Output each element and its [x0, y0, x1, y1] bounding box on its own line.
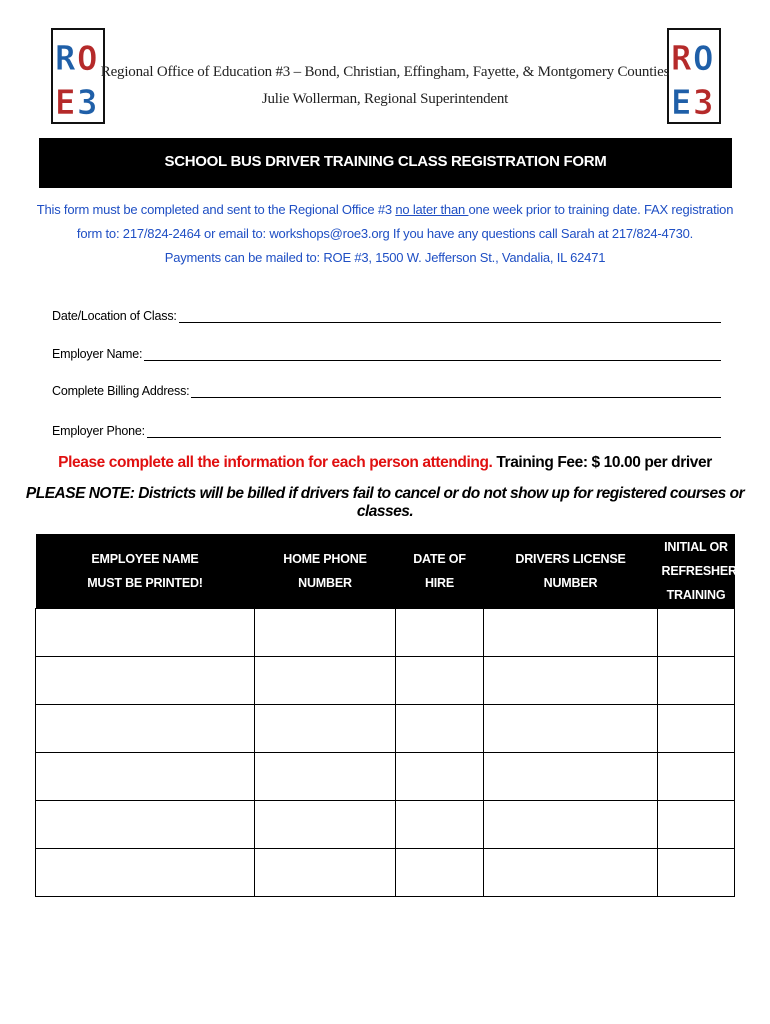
billing-address-label: Complete Billing Address: — [52, 384, 190, 398]
home-phone-input[interactable] — [255, 849, 395, 896]
cell-training-type[interactable] — [658, 657, 735, 705]
date-location-line[interactable] — [179, 322, 721, 323]
home-phone-input[interactable] — [255, 705, 395, 752]
employer-phone-field[interactable] — [52, 420, 721, 438]
date-of-hire-input[interactable] — [396, 657, 483, 704]
col-date-of-hire-label: DATE OF HIRE — [413, 552, 466, 590]
home-phone-input[interactable] — [255, 801, 395, 848]
training-type-input[interactable] — [658, 657, 734, 704]
employer-name-label: Employer Name: — [52, 347, 143, 361]
cell-training-type[interactable] — [658, 609, 735, 657]
training-fee: Training Fee: $ 10.00 per driver — [492, 454, 712, 471]
table-row — [36, 657, 735, 705]
svg-text:3: 3 — [693, 83, 714, 122]
cell-employee-name[interactable] — [36, 705, 255, 753]
license-number-input[interactable] — [484, 705, 657, 752]
cell-license-number[interactable] — [484, 657, 658, 705]
date-location-field[interactable] — [52, 305, 721, 323]
registration-table — [35, 534, 735, 897]
training-type-input[interactable] — [658, 801, 734, 848]
instructions-deadline-emphasis: no later than — [395, 202, 469, 217]
employer-phone-line[interactable] — [147, 437, 721, 438]
date-of-hire-input[interactable] — [396, 609, 483, 656]
date-of-hire-input[interactable] — [396, 705, 483, 752]
billing-address-field[interactable] — [52, 380, 721, 398]
table-row — [36, 609, 735, 657]
table-row — [36, 849, 735, 897]
cell-training-type[interactable] — [658, 753, 735, 801]
cell-home-phone[interactable] — [255, 801, 396, 849]
instructions-text-a: This form must be completed and sent to the Regional Office #3 — [36, 202, 396, 217]
license-number-input[interactable] — [484, 609, 657, 656]
col-date-of-hire — [396, 534, 484, 609]
form-title: SCHOOL BUS DRIVER TRAINING CLASS REGISTRATION FORM — [39, 138, 732, 188]
training-type-input[interactable] — [658, 705, 734, 752]
table-row — [36, 801, 735, 849]
col-training-type-line2: REFRESHER — [661, 564, 737, 578]
table-row — [36, 705, 735, 753]
svg-text:O: O — [77, 39, 98, 79]
col-training-type-line1: INITIAL OR — [664, 540, 728, 554]
home-phone-input[interactable] — [255, 609, 395, 656]
attendance-notice — [0, 454, 770, 472]
license-number-input[interactable] — [484, 753, 657, 800]
employee-name-input[interactable] — [36, 657, 254, 704]
cell-date-of-hire[interactable] — [396, 753, 484, 801]
employer-name-line[interactable] — [144, 360, 721, 361]
svg-text:E: E — [671, 83, 692, 122]
col-employee-name-line1: EMPLOYEE NAME — [91, 552, 199, 566]
table-row — [36, 753, 735, 801]
billing-address-line[interactable] — [191, 397, 721, 398]
col-license-number — [484, 534, 658, 609]
cell-employee-name[interactable] — [36, 849, 255, 897]
billing-policy-note: PLEASE NOTE: Districts will be billed if drivers fail to cancel or do not show up for registered courses or classes. — [25, 485, 745, 520]
home-phone-input[interactable] — [255, 753, 395, 800]
col-home-phone-label: HOME PHONE NUMBER — [283, 552, 367, 590]
svg-text:O: O — [693, 39, 714, 79]
complete-info-notice: Please complete all the information for each person attending. — [58, 454, 493, 471]
svg-text:3: 3 — [77, 83, 98, 122]
cell-home-phone[interactable] — [255, 753, 396, 801]
license-number-input[interactable] — [484, 801, 657, 848]
date-of-hire-input[interactable] — [396, 801, 483, 848]
cell-date-of-hire[interactable] — [396, 849, 484, 897]
cell-license-number[interactable] — [484, 705, 658, 753]
cell-home-phone[interactable] — [255, 657, 396, 705]
table-body — [36, 609, 735, 897]
cell-home-phone[interactable] — [255, 705, 396, 753]
cell-training-type[interactable] — [658, 801, 735, 849]
cell-date-of-hire[interactable] — [396, 609, 484, 657]
table-header-row — [36, 534, 735, 609]
cell-date-of-hire[interactable] — [396, 705, 484, 753]
instructions-line-1 — [0, 202, 770, 217]
date-location-label: Date/Location of Class: — [52, 309, 177, 323]
employee-name-input[interactable] — [36, 849, 254, 896]
training-type-input[interactable] — [658, 849, 734, 896]
employee-name-input[interactable] — [36, 609, 254, 656]
cell-employee-name[interactable] — [36, 753, 255, 801]
office-name: Regional Office of Education #3 – Bond, Christian, Effingham, Fayette, & Montgomery Counties — [100, 64, 670, 80]
col-home-phone — [255, 534, 396, 609]
svg-text:E: E — [55, 83, 76, 122]
employer-phone-label: Employer Phone: — [52, 424, 145, 438]
cell-license-number[interactable] — [484, 753, 658, 801]
license-number-input[interactable] — [484, 849, 657, 896]
employee-name-input[interactable] — [36, 801, 254, 848]
cell-training-type[interactable] — [658, 849, 735, 897]
license-number-input[interactable] — [484, 657, 657, 704]
training-type-input[interactable] — [658, 609, 734, 656]
col-license-number-label: DRIVERS LICENSE NUMBER — [515, 552, 626, 590]
col-employee-name — [36, 534, 255, 609]
cell-home-phone[interactable] — [255, 849, 396, 897]
employee-name-input[interactable] — [36, 705, 254, 752]
svg-text:R: R — [671, 39, 692, 79]
date-of-hire-input[interactable] — [396, 849, 483, 896]
instructions-line-2: form to: 217/824-2464 or email to: workshops@roe3.org If you have any questions call Sarah at 217/824-4730. — [76, 226, 694, 241]
employer-name-field[interactable] — [52, 343, 721, 361]
employee-name-input[interactable] — [36, 753, 254, 800]
cell-employee-name[interactable] — [36, 609, 255, 657]
superintendent-name: Julie Wollerman, Regional Superintendent — [261, 91, 509, 107]
cell-home-phone[interactable] — [255, 609, 396, 657]
svg-text:R: R — [55, 39, 76, 79]
instructions-text-c: one week prior to training date. FAX registration — [468, 202, 734, 217]
cell-license-number[interactable] — [484, 609, 658, 657]
col-employee-name-line2: MUST BE PRINTED! — [87, 576, 203, 590]
instructions-line-3: Payments can be mailed to: ROE #3, 1500 W. Jefferson St., Vandalia, IL 62471 — [164, 250, 606, 265]
cell-employee-name[interactable] — [36, 657, 255, 705]
col-training-type-line3: TRAINING — [666, 588, 726, 602]
training-type-input[interactable] — [658, 753, 734, 800]
cell-date-of-hire[interactable] — [396, 657, 484, 705]
date-of-hire-input[interactable] — [396, 753, 483, 800]
cell-license-number[interactable] — [484, 849, 658, 897]
cell-date-of-hire[interactable] — [396, 801, 484, 849]
col-training-type — [658, 534, 735, 609]
cell-employee-name[interactable] — [36, 801, 255, 849]
cell-license-number[interactable] — [484, 801, 658, 849]
home-phone-input[interactable] — [255, 657, 395, 704]
cell-training-type[interactable] — [658, 705, 735, 753]
